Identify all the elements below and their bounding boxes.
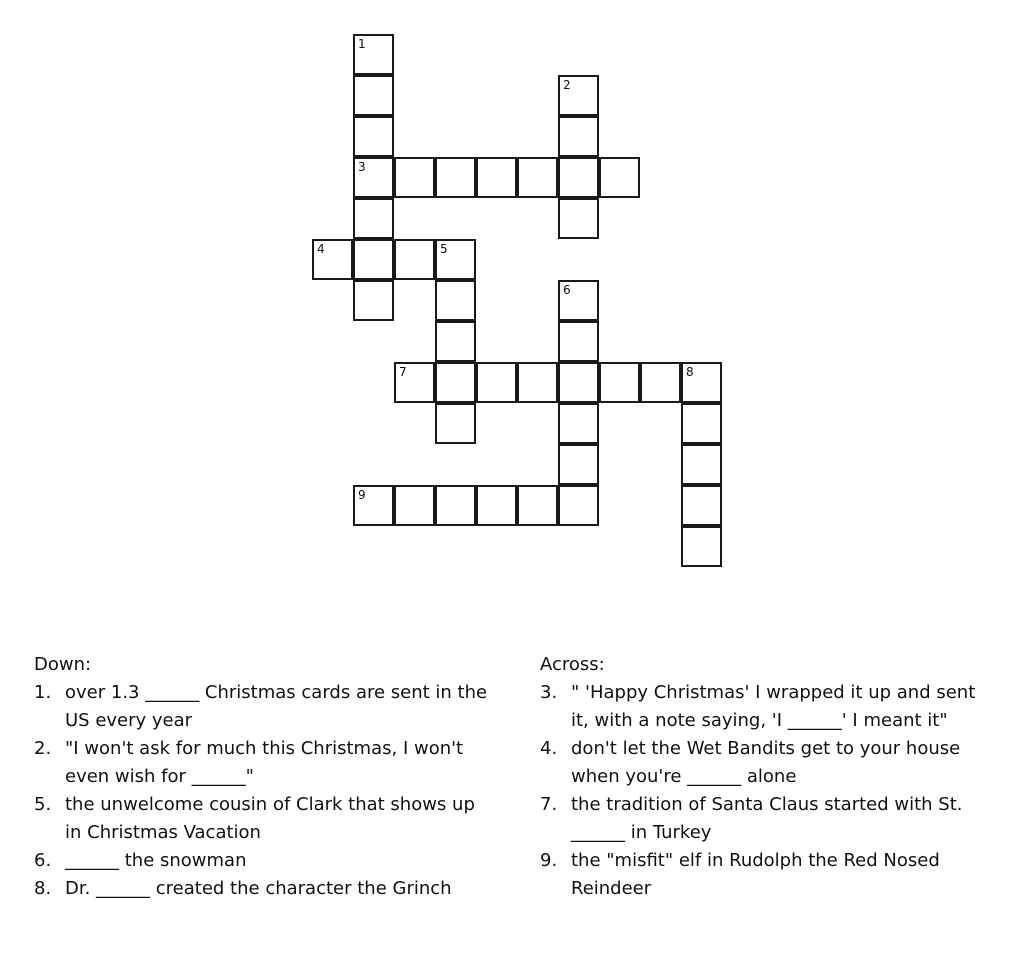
grid-cell[interactable]: [517, 157, 558, 198]
clue-text: the "misfit" elf in Rudolph the Red Nosed Reindeer: [571, 850, 940, 899]
grid-cell[interactable]: [558, 444, 599, 485]
grid-cell[interactable]: [353, 280, 394, 321]
clue-across-3: [540, 679, 995, 735]
grid-cell[interactable]: [353, 157, 394, 198]
cell-number: 6: [563, 283, 571, 297]
grid-cell[interactable]: [558, 485, 599, 526]
clue-down-2: [34, 735, 489, 791]
grid-cell[interactable]: [435, 157, 476, 198]
clue-number: 7.: [540, 794, 558, 815]
cell-number: 9: [358, 488, 366, 502]
grid-cell[interactable]: [435, 280, 476, 321]
grid-cell[interactable]: [558, 157, 599, 198]
clue-text: the unwelcome cousin of Clark that shows up in Christmas Vacation: [65, 794, 475, 843]
grid-cell[interactable]: [599, 362, 640, 403]
grid-cell[interactable]: [394, 485, 435, 526]
grid-cell[interactable]: [353, 198, 394, 239]
grid-cell[interactable]: [681, 403, 722, 444]
clue-number: 5.: [34, 794, 52, 815]
grid-cell[interactable]: [435, 403, 476, 444]
grid-cell[interactable]: [558, 403, 599, 444]
clue-across-9: [540, 847, 995, 903]
clue-across-7: [540, 791, 995, 847]
clue-number: 3.: [540, 682, 558, 703]
grid-cell[interactable]: [599, 157, 640, 198]
clue-down-8: [34, 875, 489, 903]
grid-cell[interactable]: [640, 362, 681, 403]
clue-text: " 'Happy Christmas' I wrapped it up and sent it, with a note saying, 'I ______' I meant it": [571, 682, 976, 731]
clue-number: 1.: [34, 682, 52, 703]
clue-text: over 1.3 ______ Christmas cards are sent in the US every year: [65, 682, 488, 731]
grid-cell[interactable]: [558, 116, 599, 157]
grid-cell[interactable]: [353, 34, 394, 75]
grid-cell[interactable]: [394, 239, 435, 280]
grid-cell[interactable]: [558, 321, 599, 362]
clue-number: 9.: [540, 850, 558, 871]
clue-down-5: [34, 791, 489, 847]
grid-cell[interactable]: [476, 485, 517, 526]
cell-number: 2: [563, 78, 571, 92]
grid-cell[interactable]: [353, 239, 394, 280]
grid-cell[interactable]: [558, 75, 599, 116]
grid-cell[interactable]: [353, 116, 394, 157]
grid-cell[interactable]: [435, 239, 476, 280]
grid-cell[interactable]: [476, 157, 517, 198]
grid-cell[interactable]: [558, 280, 599, 321]
across-heading: Across:: [540, 654, 605, 675]
grid-cell[interactable]: [558, 362, 599, 403]
grid-cell[interactable]: [353, 485, 394, 526]
clue-number: 4.: [540, 738, 558, 759]
clue-text: ______ the snowman: [65, 850, 247, 871]
clue-number: 2.: [34, 738, 52, 759]
grid-cell[interactable]: [353, 75, 394, 116]
down-heading: Down:: [34, 654, 92, 675]
cell-number: 8: [686, 365, 694, 379]
grid-cell[interactable]: [435, 362, 476, 403]
clue-number: 8.: [34, 878, 52, 899]
grid-cell[interactable]: [476, 362, 517, 403]
grid-cell[interactable]: [681, 444, 722, 485]
clue-text: the tradition of Santa Claus started with St. ______ in Turkey: [571, 794, 963, 843]
grid-cell[interactable]: [394, 157, 435, 198]
clue-number: 6.: [34, 850, 52, 871]
clue-text: don't let the Wet Bandits get to your house when you're ______ alone: [571, 738, 961, 787]
grid-cell[interactable]: [558, 198, 599, 239]
grid-cell[interactable]: [394, 362, 435, 403]
grid-cell[interactable]: [517, 362, 558, 403]
cell-number: 3: [358, 160, 366, 174]
grid-cell[interactable]: [517, 485, 558, 526]
grid-cell[interactable]: [681, 526, 722, 567]
across-clues: [540, 651, 995, 903]
clue-text: "I won't ask for much this Christmas, I won't even wish for ______": [65, 738, 464, 787]
clue-text: Dr. ______ created the character the Grinch: [65, 878, 452, 899]
clue-across-4: [540, 735, 995, 791]
grid-cell[interactable]: [435, 321, 476, 362]
grid-cell[interactable]: [435, 485, 476, 526]
clue-down-6: [34, 847, 489, 875]
clue-down-1: [34, 679, 489, 735]
cell-number: 1: [358, 37, 366, 51]
cell-number: 7: [399, 365, 407, 379]
grid-cell[interactable]: [681, 362, 722, 403]
grid-cell[interactable]: [681, 485, 722, 526]
down-clues: [34, 651, 489, 903]
cell-number: 4: [317, 242, 325, 256]
cell-number: 5: [440, 242, 448, 256]
grid-cell[interactable]: [312, 239, 353, 280]
